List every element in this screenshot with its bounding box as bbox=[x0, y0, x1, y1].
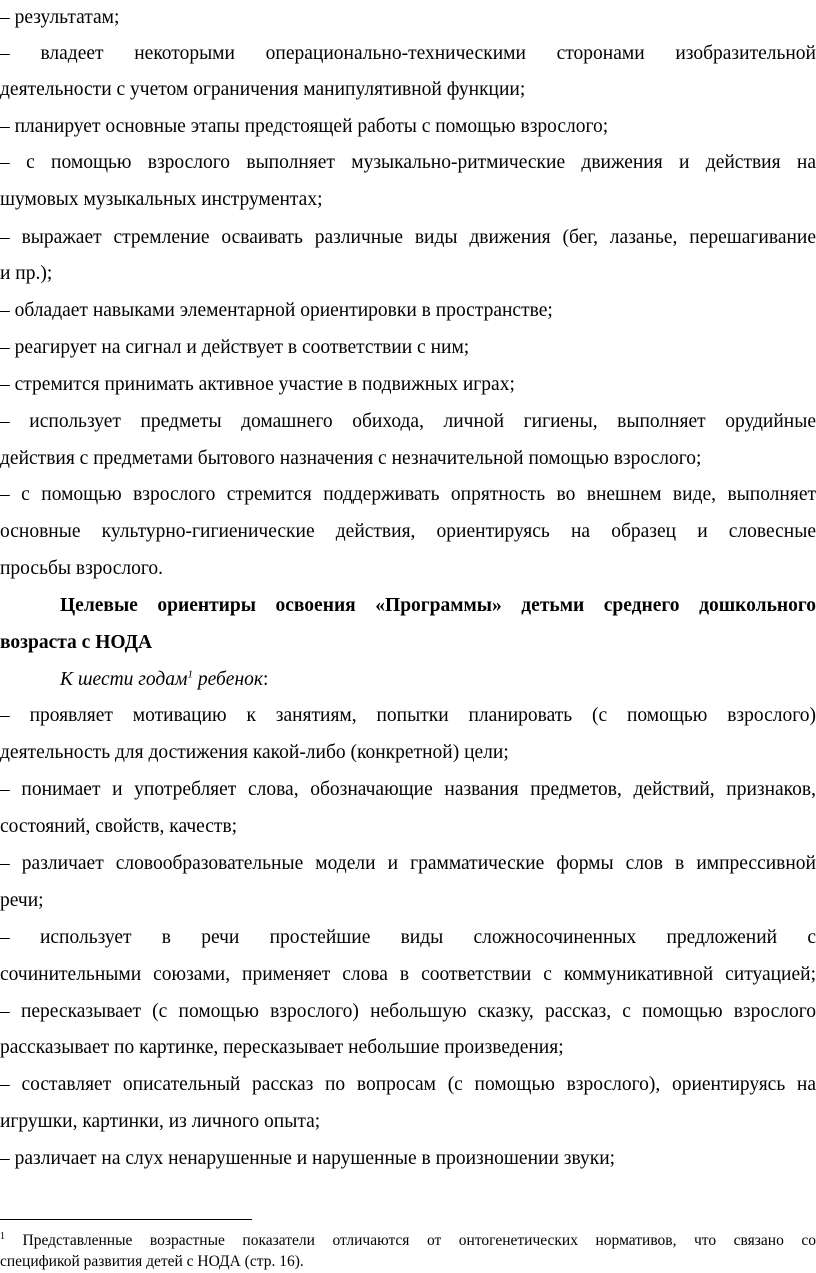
text-line: – реагирует на сигнал и действует в соответствии с ним; bbox=[0, 337, 470, 358]
section-heading-cont: возраста с НОДА bbox=[0, 632, 153, 653]
footnote-line bbox=[0, 1230, 816, 1252]
text-line: – пересказывает (с помощью взрослого) небольшую сказку, рассказ, с помощью взрослого bbox=[0, 1001, 816, 1022]
text-line: шумовых музыкальных инструментах; bbox=[0, 189, 323, 210]
text-line: и пр.); bbox=[0, 263, 53, 284]
text-line: речи; bbox=[0, 890, 44, 911]
text-line: сочинительными союзами, применяет слова в соответствии с коммуникативной ситуацией; bbox=[0, 964, 816, 985]
text-line: – различает словообразовательные модели и грамматические формы слов в импрессивной bbox=[0, 853, 816, 874]
text-line: – использует в речи простейшие виды сложносочиненных предложений с bbox=[0, 927, 816, 948]
text-line: – стремится принимать активное участие в подвижных играх; bbox=[0, 374, 515, 395]
footnote-line: спецификой развития детей с НОДА (стр. 16). bbox=[0, 1253, 304, 1270]
text-line: – использует предметы домашнего обихода, личной гигиены, выполняет орудийные bbox=[0, 411, 816, 432]
age-subheading-text2: ребенок bbox=[192, 669, 263, 690]
footnote-text: Представленные возрастные показатели отличаются от онтогенетических нормативов, что связано со bbox=[5, 1232, 816, 1249]
text-line: просьбы взрослого. bbox=[0, 558, 164, 579]
text-line: – понимает и употребляет слова, обозначающие названия предметов, действий, признаков, bbox=[0, 779, 816, 800]
text-line: – выражает стремление осваивать различные виды движения (бег, лазанье, перешагивание bbox=[0, 227, 816, 248]
text-line: – результатам; bbox=[0, 7, 120, 28]
text-line: – обладает навыками элементарной ориентировки в пространстве; bbox=[0, 300, 553, 321]
text-line: игрушки, картинки, из личного опыта; bbox=[0, 1111, 321, 1132]
text-line: основные культурно-гигиенические действия, ориентируясь на образец и словесные bbox=[0, 521, 816, 542]
footnote-mark: 1 bbox=[0, 1230, 5, 1242]
text-line: деятельность для достижения какой-либо (конкретной) цели; bbox=[0, 742, 509, 763]
text-line: – планирует основные этапы предстоящей работы с помощью взрослого; bbox=[0, 116, 609, 137]
section-heading: Целевые ориентиры освоения «Программы» детьми среднего дошкольного bbox=[60, 595, 816, 616]
text-line: действия с предметами бытового назначения с незначительной помощью взрослого; bbox=[0, 448, 702, 469]
age-subheading-text: К шести годам bbox=[60, 669, 188, 690]
text-line: состояний, свойств, качеств; bbox=[0, 816, 238, 837]
footnote-ref: 1 bbox=[187, 668, 193, 681]
age-subheading-colon: : bbox=[263, 669, 269, 690]
text-line: – с помощью взрослого стремится поддерживать опрятность во внешнем виде, выполняет bbox=[0, 484, 816, 505]
age-subheading bbox=[0, 662, 816, 698]
text-line: деятельности с учетом ограничения манипулятивной функции; bbox=[0, 79, 526, 100]
text-line: – с помощью взрослого выполняет музыкально-ритмические движения и действия на bbox=[0, 152, 816, 173]
text-line: рассказывает по картинке, пересказывает небольшие произведения; bbox=[0, 1037, 564, 1058]
text-line: – владеет некоторыми операционально-техническими сторонами изобразительной bbox=[0, 43, 816, 64]
text-line: – составляет описательный рассказ по вопросам (с помощью взрослого), ориентируясь на bbox=[0, 1074, 816, 1095]
text-line: – различает на слух ненарушенные и нарушенные в произношении звуки; bbox=[0, 1148, 616, 1169]
footnote-separator bbox=[0, 1219, 252, 1220]
text-line: – проявляет мотивацию к занятиям, попытки планировать (с помощью взрослого) bbox=[0, 705, 816, 726]
